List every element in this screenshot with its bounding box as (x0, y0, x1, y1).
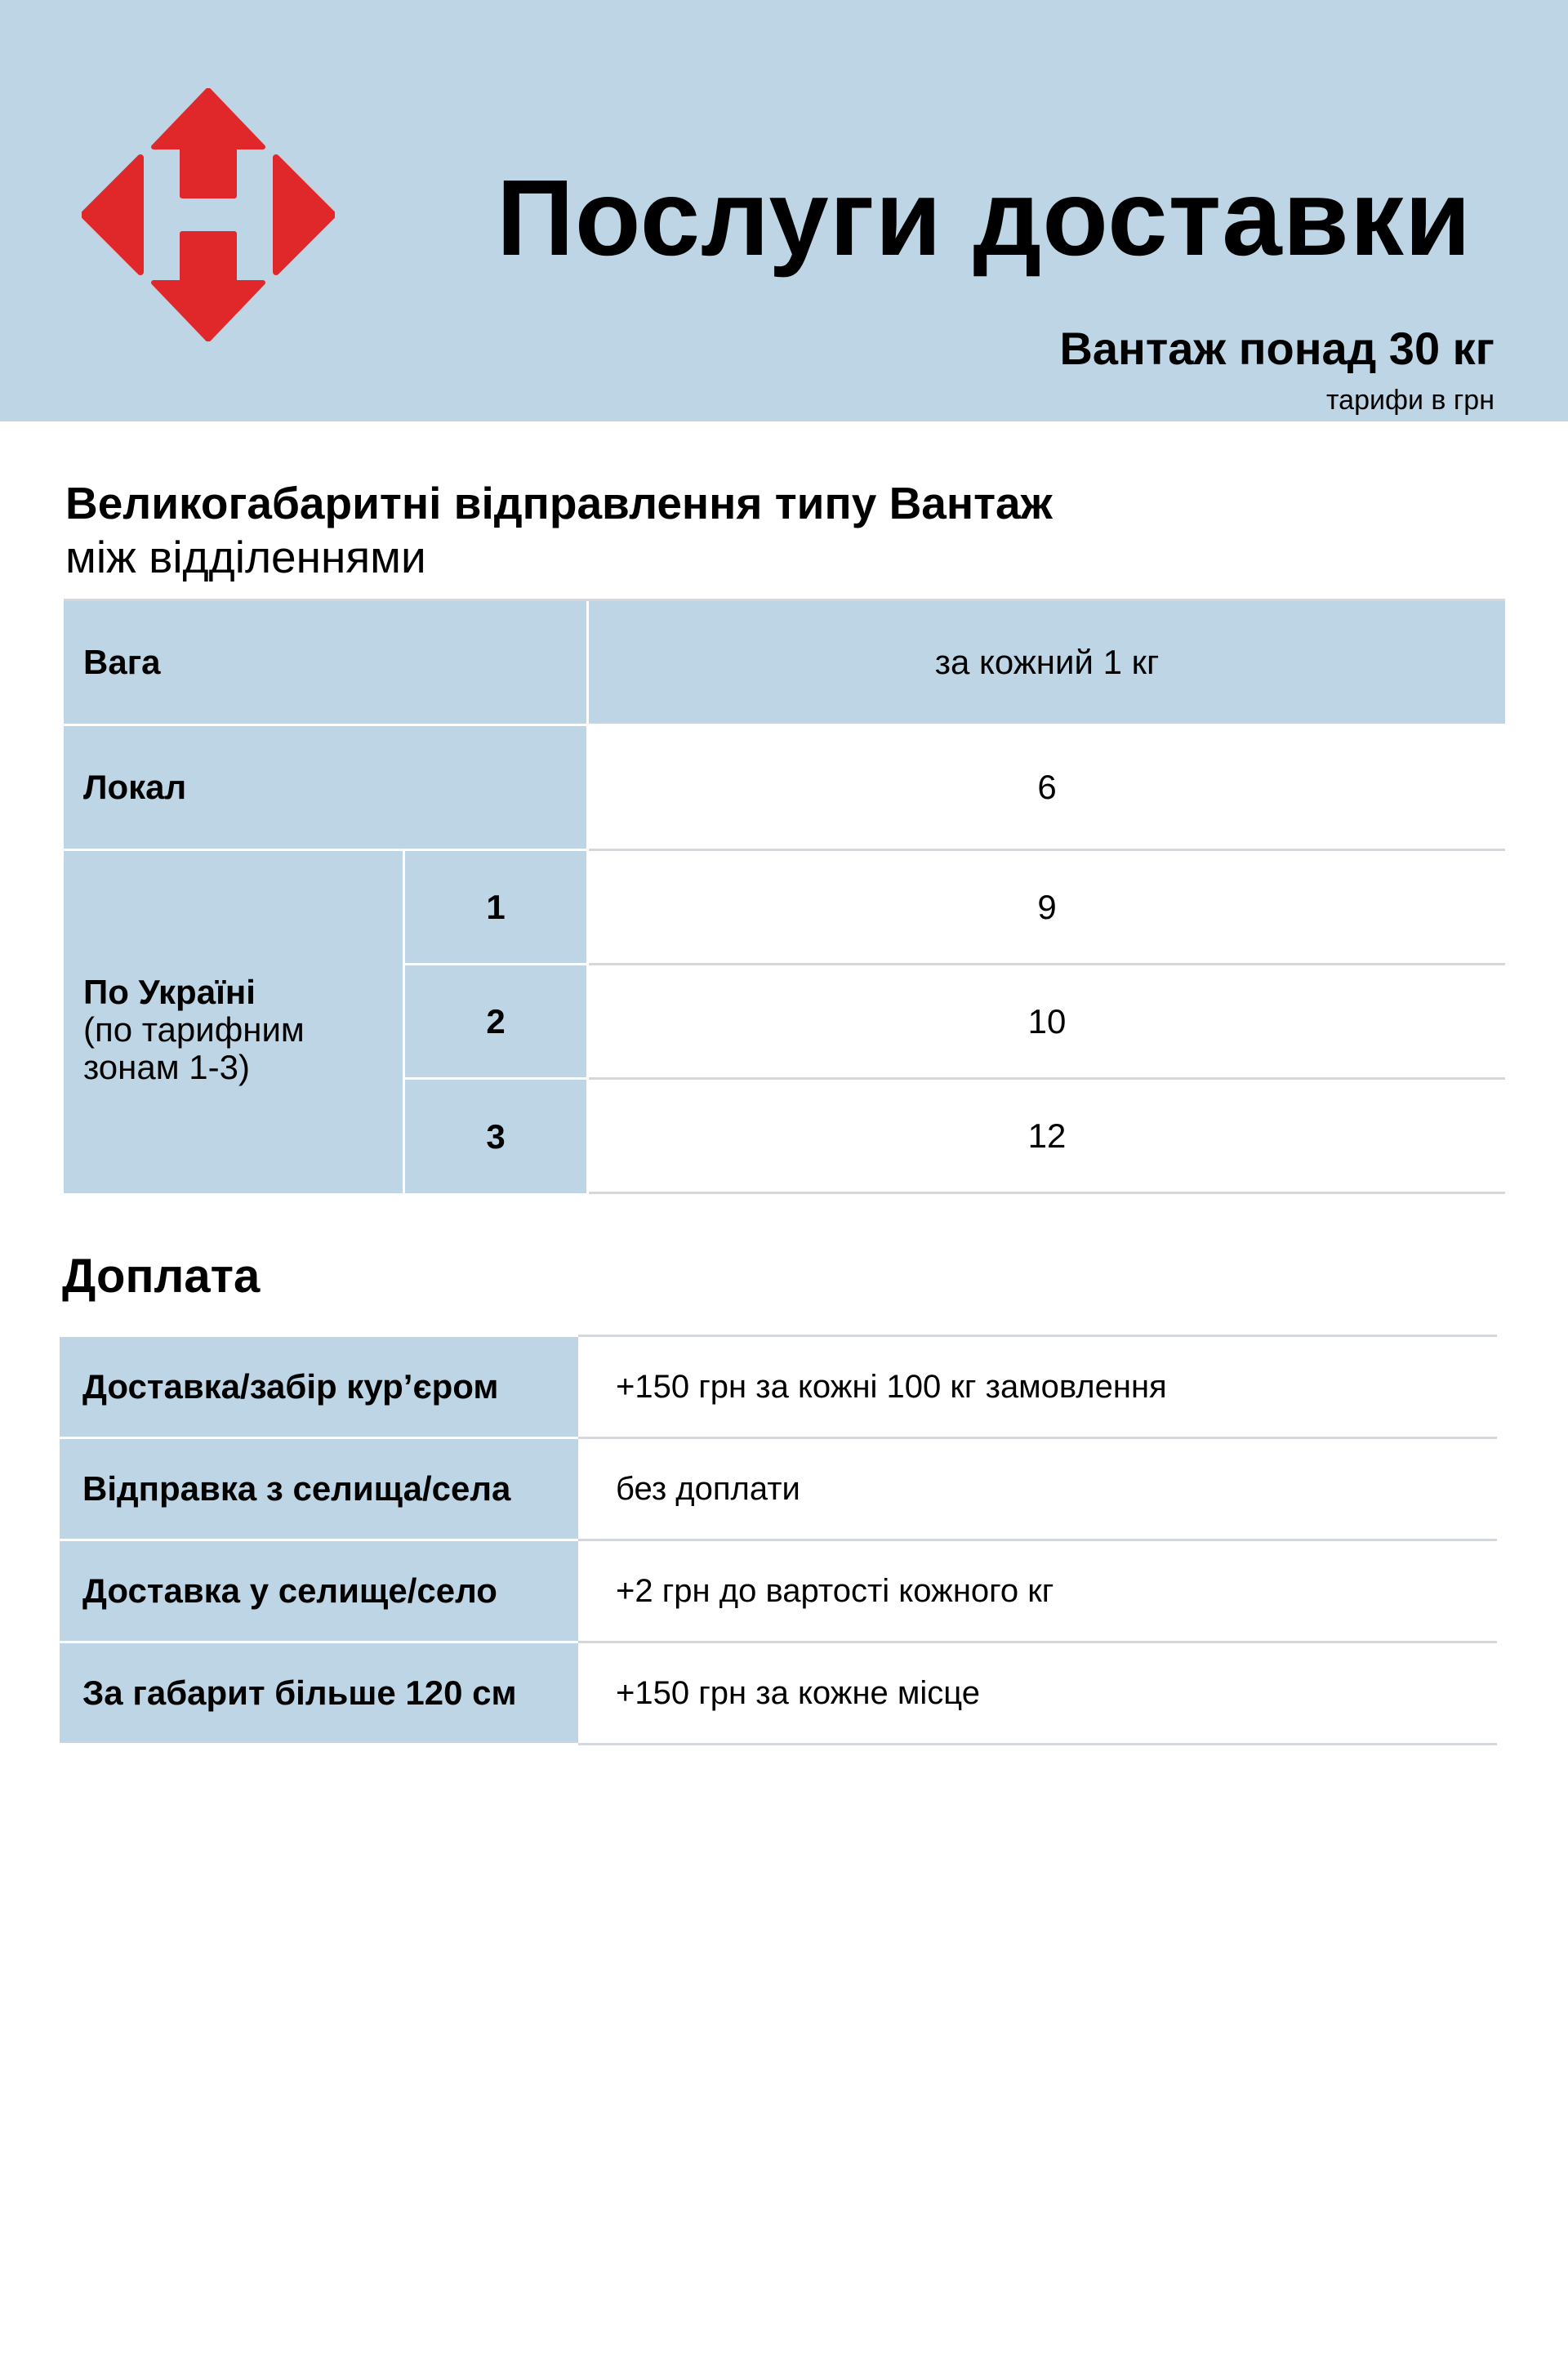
table-border (578, 1743, 1497, 1745)
ukraine-note-line2: зонам 1-3) (83, 1048, 250, 1086)
row-label-ukraine (64, 851, 403, 1193)
surcharge-table (60, 1335, 1497, 1745)
zone-label-2: 2 (405, 965, 586, 1077)
cargo-rates-table (64, 599, 1505, 1193)
table-header-per-kg: за кожний 1 кг (589, 601, 1505, 724)
zone-label-1: 1 (405, 851, 586, 963)
surcharge-value-courier: +150 грн за кожні 100 кг замовлення (616, 1368, 1167, 1405)
row-label-local: Локал (64, 726, 586, 849)
surcharge-value-oversize: +150 грн за кожне місце (616, 1674, 980, 1711)
ukraine-note-line1: (по тарифним (83, 1010, 305, 1049)
zone-value-1: 9 (1037, 887, 1057, 926)
surcharge-label-courier: Доставка/забір кур’єром (60, 1337, 578, 1437)
column-divider (586, 601, 589, 1193)
section-subtitle-cargo: між відділеннями (65, 532, 426, 582)
surcharge-label-from-village: Відправка з селища/села (60, 1439, 578, 1539)
surcharge-label-to-village: Доставка у селище/село (60, 1541, 578, 1641)
nova-poshta-logo-icon (82, 88, 335, 341)
table-border (589, 1192, 1505, 1194)
section-title-cargo: Великогабаритні відправлення типу Вантаж (65, 478, 1053, 528)
zone-value-2: 10 (1027, 1001, 1067, 1041)
page-title: Послуги доставки (496, 158, 1472, 278)
zone-label-3: 3 (405, 1080, 586, 1193)
units-note: тарифи в грн (1325, 385, 1494, 416)
header-banner (0, 0, 1568, 421)
ukraine-label: По Україні (83, 973, 256, 1011)
page-subtitle: Вантаж понад 30 кг (1059, 323, 1494, 374)
zone-value-3: 12 (1027, 1116, 1067, 1155)
surcharge-label-oversize: За габарит більше 120 см (60, 1643, 578, 1743)
surcharge-value-to-village: +2 грн до вартості кожного кг (616, 1572, 1054, 1609)
row-value-local: 6 (1037, 768, 1057, 806)
table-header-weight: Вага (64, 601, 586, 724)
surcharge-value-from-village: без доплати (616, 1470, 800, 1507)
section-title-surcharge: Доплата (62, 1250, 261, 1303)
